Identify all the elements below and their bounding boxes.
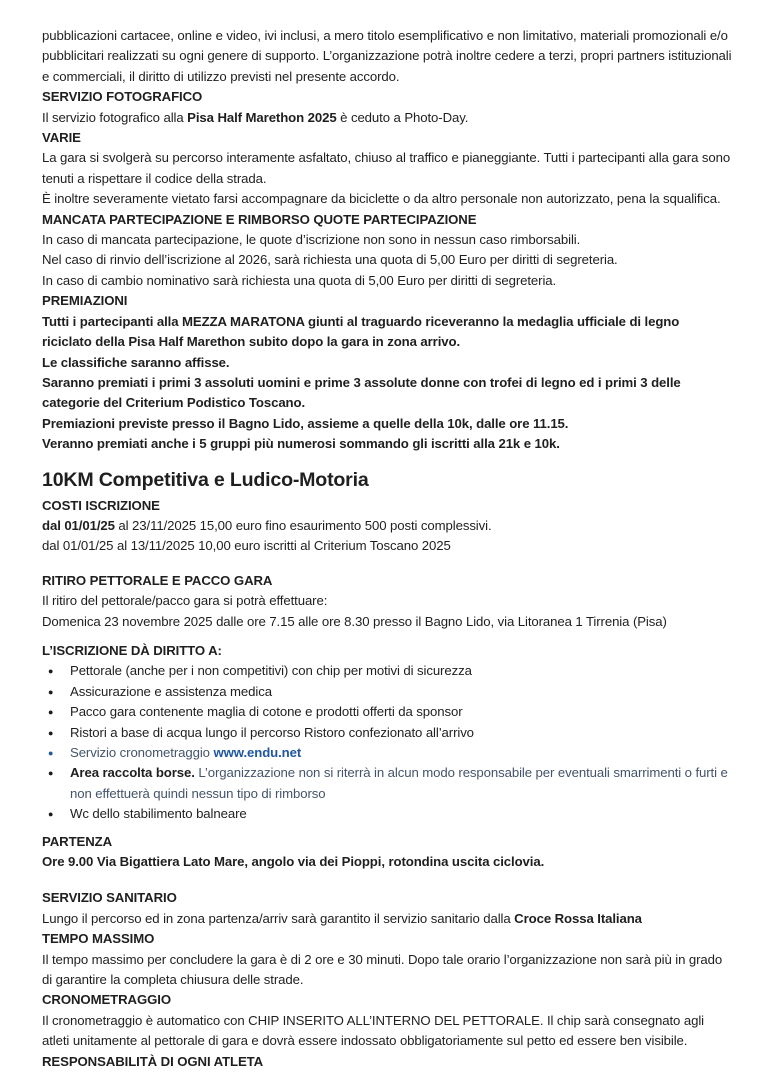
premiazioni-text-2 [42, 353, 732, 373]
text-run: Ore 9.00 Via Bigattiera Lato Mare, angolo via dei Pioppi, rotondina uscita ciclovia. [42, 854, 545, 870]
text-run: Il servizio fotografico alla [42, 109, 188, 125]
heading-premiazioni [42, 291, 732, 311]
bullet-icon: ● [48, 768, 54, 779]
endu-link[interactable]: www.endu.net [213, 745, 302, 760]
text-run: Area raccolta borse. [70, 765, 195, 781]
varie-text-2 [42, 189, 732, 209]
heading-responsabilita [42, 1052, 732, 1072]
mancata-text-3 [42, 271, 732, 291]
blue-bullet-icon: ● [48, 748, 54, 758]
bullet-text [70, 682, 732, 702]
bullet-ristori [42, 723, 732, 743]
bullet-text [70, 702, 732, 722]
text-run: Wc dello stabilimento balneare [70, 806, 247, 822]
text-run: L’ISCRIZIONE DÀ DIRITTO A: [42, 642, 222, 658]
text-run: Pacco gara contenente maglia di cotone e prodotti offerti da sponsor [70, 704, 463, 720]
text-run: La gara si svolgerà su percorso interamente asfaltato, chiuso al traffico e pianeggiante. Tutti i partecipanti alla gara sono tenuti a rispettare il codice della strada. [42, 150, 731, 186]
costi-text-2 [42, 536, 732, 556]
spacer [42, 825, 732, 832]
bullet-icon: ● [48, 686, 54, 697]
heading-tempo-massimo [42, 929, 732, 949]
premiazioni-text-4 [42, 414, 732, 434]
partenza-text [42, 852, 732, 872]
text-run: Assicurazione e assistenza medica [70, 683, 272, 699]
text-run: Domenica 23 novembre 2025 dalle ore 7.15 alle ore 8.30 presso il Bagno Lido, via Litoranea 1 Tirrenia (Pisa) [42, 613, 667, 629]
bullet-text [70, 723, 732, 743]
text-run: PREMIAZIONI [42, 293, 128, 309]
text-run: Tutti i partecipanti alla MEZZA MARATONA giunti al traguardo riceveranno la medaglia ufficiale di legno riciclato della Pisa Half Marethon subito dopo la gara in zona arrivo. [42, 313, 680, 350]
bullet-assicurazione [42, 682, 732, 702]
text-run: L’organizzazione non si riterrà in alcun modo responsabile per eventuali smarrimenti o furti e non effettuerà quindi nessun tipo di rimborso [70, 765, 728, 801]
heading-cronometraggio [42, 990, 732, 1010]
text-run: Pisa Half Marethon 2025 [187, 109, 337, 125]
document-body [42, 26, 732, 1072]
varie-text-1 [42, 148, 732, 189]
bullet-icon: ● [48, 666, 54, 677]
cronometraggio-text [42, 1011, 732, 1052]
text-run: TEMPO MASSIMO [42, 931, 155, 947]
heading-partenza [42, 832, 732, 852]
premiazioni-text-3 [42, 373, 732, 414]
text-run: Saranno premiati i primi 3 assoluti uomini e prime 3 assolute donne con trofei di legno ed i primi 3 delle categorie del Criterium Podistico Toscano. [42, 374, 681, 411]
bullet-wc [42, 804, 732, 824]
bullet-icon: ● [48, 809, 54, 820]
text-run: SERVIZIO SANITARIO [42, 890, 177, 906]
heading-iscrizione-diritto [42, 641, 732, 661]
bullet-icon: ● [48, 727, 54, 738]
heading-ritiro-pettorale [42, 571, 732, 591]
spacer [42, 632, 732, 641]
bullet-cronometraggio [42, 743, 732, 763]
text-run: VARIE [42, 130, 81, 146]
text-run: Nel caso di rinvio dell’iscrizione al 2026, sarà richiesta una quota di 5,00 Euro per diritti di segreteria. [42, 252, 618, 268]
premiazioni-text-1 [42, 312, 732, 353]
bullet-text [70, 661, 732, 681]
text-run: PARTENZA [42, 833, 113, 849]
text-run: Il cronometraggio è automatico con CHIP INSERITO ALL’INTERNO DEL PETTORALE. Il chip sarà consegnato agli atleti unitamente al pettorale di gara e dovrà essere indossato obbligatoriamente sul petto ed essere ben visibile. [42, 1012, 704, 1049]
costi-text-1 [42, 516, 732, 536]
text-run: SERVIZIO FOTOGRAFICO [42, 89, 203, 105]
text-run: al 23/11/2025 15,00 euro fino esaurimento 500 posti complessivi. [114, 517, 492, 533]
text-run: dal 01/01/25 al 13/11/2025 10,00 euro iscritti al Criterium Toscano 2025 [42, 538, 451, 554]
mancata-text-1 [42, 230, 732, 250]
bullet-text [70, 763, 732, 804]
text-run: MANCATA PARTECIPAZIONE E RIMBORSO QUOTE PARTECIPAZIONE [42, 211, 477, 227]
text-run: Premiazioni previste presso il Bagno Lido, assieme a quelle della 10k, dalle ore 11.15. [42, 415, 569, 431]
text-run: Croce Rossa Italiana [514, 910, 642, 926]
text-run: COSTI ISCRIZIONE [42, 497, 160, 513]
bullet-text [70, 804, 732, 824]
text-run: Il tempo massimo per concludere la gara è di 2 ore e 30 minuti. Dopo tale orario l’organizzazione non sarà più in grado di garantire la completa chiusura delle strade. [42, 951, 723, 988]
text-run: pubblicazioni cartacee, online e video, ivi inclusi, a mero titolo esemplificativo e non limitativo, materiali promozionali e/o pubblicitari realizzati su ogni genere di supporto. L’organizzazione potrà inoltre cedere a terzi, propri partners istituzionali e commerciali, il diritto di utilizzo previsti nel presente accordo. [42, 28, 732, 84]
text-run: Ristori a base di acqua lungo il percorso Ristoro confezionato all’arrivo [70, 724, 474, 740]
text-run: RITIRO PETTORALE E PACCO GARA [42, 572, 273, 588]
text-run: Lungo il percorso ed in zona partenza/arriv sarà garantito il servizio sanitario dalla [42, 910, 515, 926]
text-run: è ceduto a Photo-Day. [336, 109, 469, 125]
spacer [42, 872, 732, 888]
intro-paragraph [42, 26, 732, 87]
bullet-pacco-gara [42, 702, 732, 722]
tempo-massimo-text [42, 950, 732, 991]
text-run: dal 01/01/25 [42, 517, 115, 533]
ritiro-text-2 [42, 612, 732, 632]
bullet-icon: ● [48, 707, 54, 718]
text-run: RESPONSABILITÀ DI OGNI ATLETA [42, 1053, 264, 1069]
heading-servizio-fotografico [42, 87, 732, 107]
text-run: È inoltre severamente vietato farsi accompagnare da biciclette o da altro personale non autorizzato, pena la squalifica. [42, 191, 721, 207]
spacer [42, 557, 732, 571]
premiazioni-text-5 [42, 434, 732, 454]
text-run: CRONOMETRAGGIO [42, 992, 172, 1008]
text-run: In caso di mancata partecipazione, le quote d’iscrizione non sono in nessun caso rimborsabili. [42, 232, 581, 248]
heading-mancata-partecipazione [42, 210, 732, 230]
text-run: In caso di cambio nominativo sarà richiesta una quota di 5,00 Euro per diritti di segreteria. [42, 272, 557, 288]
text-run: Pettorale (anche per i non competitivi) con chip per motivi di sicurezza [70, 663, 472, 679]
sanitario-text [42, 909, 732, 929]
ritiro-text-1 [42, 591, 732, 611]
mancata-text-2 [42, 250, 732, 270]
heading-varie [42, 128, 732, 148]
text-run: 10KM Competitiva e Ludico-Motoria [42, 468, 369, 491]
text-run: Servizio cronometraggio [70, 745, 214, 760]
bullet-text [70, 743, 732, 763]
bullet-area-borse [42, 763, 732, 804]
text-run: Veranno premiati anche i 5 gruppi più numerosi sommando gli iscritti alla 21k e 10k. [42, 436, 560, 452]
bullet-pettorale [42, 661, 732, 681]
section-title-10km [42, 467, 732, 493]
heading-costi-iscrizione [42, 496, 732, 516]
heading-servizio-sanitario [42, 888, 732, 908]
servizio-fotografico-text [42, 108, 732, 128]
text-run: Le classifiche saranno affisse. [42, 354, 230, 370]
text-run: Il ritiro del pettorale/pacco gara si potrà effettuare: [42, 593, 328, 609]
